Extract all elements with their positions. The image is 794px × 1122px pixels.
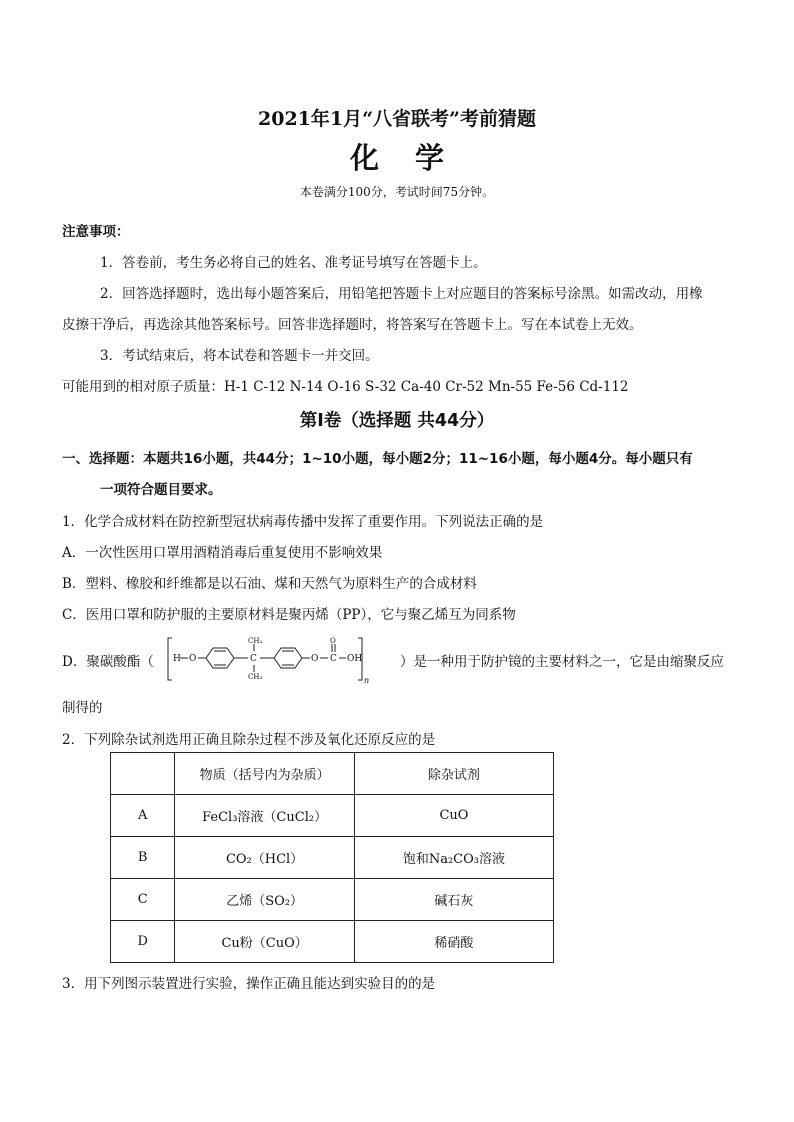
notice-item-2b: 皮擦干净后，再选涂其他答案标号。回答非选择题时，将答案写在答题卡上。写在本试卷上无效。	[62, 317, 643, 333]
q1-option-d-prefix: D．聚碳酸酯（	[62, 654, 154, 670]
row-reagent: CuO	[354, 795, 553, 837]
subject-title: 化学	[349, 141, 480, 175]
formula-ch3-bottom: CH₃	[248, 673, 263, 681]
table-header-row	[111, 753, 554, 795]
exam-title: 2021年1月“八省联考”考前猜题	[258, 108, 536, 130]
atomic-mass-list: 可能用到的相对原子质量：H-1 C-12 N-14 O-16 S-32 Ca-40 Cr-52 Mn-55 Fe-56 Cd-112	[62, 379, 629, 395]
table-row	[111, 879, 554, 921]
row-label: A	[111, 795, 175, 837]
table-row	[111, 837, 554, 879]
notice-item-3: 3．考试结束后，将本试卷和答题卡一并交回。	[100, 348, 379, 364]
row-reagent: 稀硝酸	[354, 921, 553, 963]
formula-o2: O	[311, 654, 319, 664]
formula-c-center: C	[250, 654, 257, 664]
formula-ch3-top: CH₃	[248, 637, 263, 645]
table-header-cell: 物质（括号内为杂质）	[175, 753, 355, 795]
polycarbonate-structure	[166, 634, 398, 684]
q1-stem: 1．化学合成材料在防控新型冠状病毒传播中发挥了重要作用。下列说法正确的是	[62, 514, 544, 530]
notice-item-2a: 2．回答选择题时，选出每小题答案后，用铅笔把答题卡上对应题目的答案标号涂黑。如需改动，用橡	[100, 286, 703, 302]
formula-h: H	[173, 654, 181, 664]
row-substance: FeCl₃溶液（CuCl₂）	[175, 795, 355, 837]
table-row	[111, 795, 554, 837]
section-title: 第Ⅰ卷（选择题 共44分）	[299, 411, 495, 431]
row-label: B	[111, 837, 175, 879]
notice-item-1: 1．答卷前，考生务必将自己的姓名、准考证号填写在答题卡上。	[100, 255, 487, 271]
row-reagent: 饱和Na₂CO₃溶液	[354, 837, 553, 879]
q1-option-d-suffix: ）是一种用于防护镜的主要材料之一，它是由缩聚反应	[400, 654, 724, 670]
section-instructions-b: 一项符合题目要求。	[100, 482, 222, 498]
formula-c-carbonyl: C	[330, 654, 337, 664]
row-label: D	[111, 921, 175, 963]
q1-option-b: B．塑料、橡胶和纤维都是以石油、煤和天然气为原料生产的合成材料	[62, 576, 477, 592]
formula-n: n	[364, 676, 370, 684]
row-reagent: 碱石灰	[354, 879, 553, 921]
q2-table	[110, 752, 554, 963]
exam-meta: 本卷满分100分，考试时间75分钟。	[299, 185, 495, 199]
row-substance: CO₂（HCl）	[175, 837, 355, 879]
formula-oh: OH	[347, 654, 363, 664]
row-label: C	[111, 879, 175, 921]
q3-stem: 3．用下列图示装置进行实验，操作正确且能达到实验目的的是	[62, 976, 436, 992]
table-header-cell: 除杂试剂	[354, 753, 553, 795]
q1-option-d-cont: 制得的	[62, 700, 103, 716]
formula-o1: O	[189, 654, 197, 664]
table-header-cell	[111, 753, 175, 795]
notice-heading: 注意事项：	[62, 224, 130, 240]
section-instructions-a: 一、选择题：本题共16小题，共44分；1~10小题，每小题2分；11~16小题，每小题4分。每小题只有	[62, 451, 693, 467]
q2-stem: 2．下列除杂试剂选用正确且除杂过程不涉及氧化还原反应的是	[62, 732, 436, 748]
q1-option-a: A．一次性医用口罩用酒精消毒后重复使用不影响效果	[62, 545, 383, 561]
table-row	[111, 921, 554, 963]
q1-option-c: C．医用口罩和防护服的主要原材料是聚丙烯（PP），它与聚乙烯互为同系物	[62, 607, 516, 623]
row-substance: 乙烯（SO₂）	[175, 879, 355, 921]
formula-o-carbonyl: O	[330, 637, 336, 645]
row-substance: Cu粉（CuO）	[175, 921, 355, 963]
